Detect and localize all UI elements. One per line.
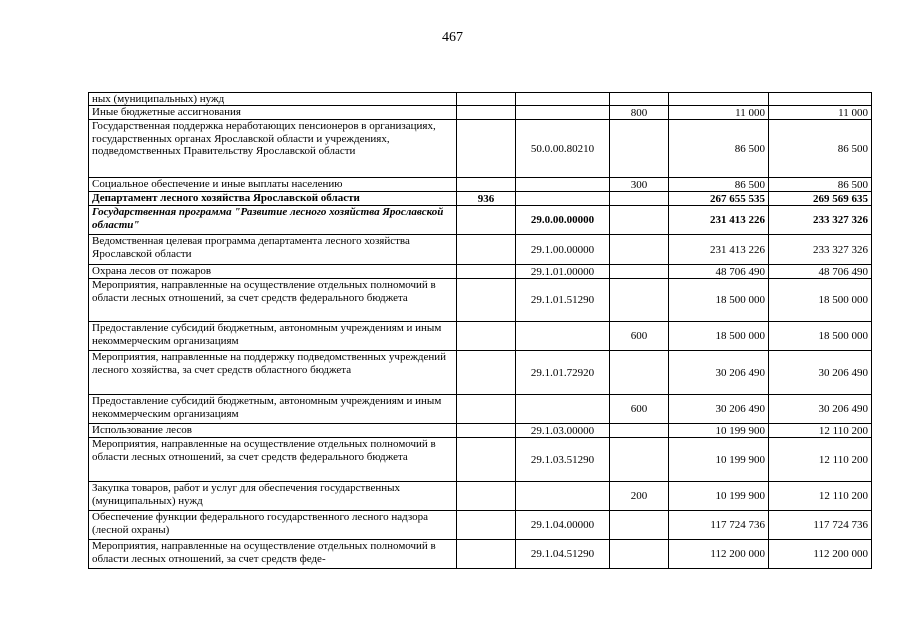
year2-amount-cell: 233 327 326 xyxy=(769,206,872,235)
table-row xyxy=(89,279,872,322)
row-name-cell: Департамент лесного хозяйства Ярославской области xyxy=(89,192,457,206)
year1-amount-cell: 48 706 490 xyxy=(669,265,769,279)
table-row xyxy=(89,482,872,511)
table-row xyxy=(89,120,872,178)
department-code-cell xyxy=(457,540,516,569)
expense-type-cell xyxy=(610,438,669,482)
expense-type-cell xyxy=(610,351,669,395)
page-number: 467 xyxy=(442,30,463,45)
row-name-cell: Мероприятия, направленные на осуществление отдельных полномочий в области лесных отношений, за счет средств федерального бюджета xyxy=(89,438,457,482)
department-code-cell xyxy=(457,482,516,511)
year1-amount-cell: 231 413 226 xyxy=(669,235,769,265)
expense-type-cell: 200 xyxy=(610,482,669,511)
table-row xyxy=(89,438,872,482)
expense-type-cell xyxy=(610,424,669,438)
department-code-cell xyxy=(457,395,516,424)
row-name-cell: Государственная поддержка неработающих пенсионеров в организациях, государственных органах Ярославской области и учреждениях, подведомственных Правительству Ярославской области xyxy=(89,120,457,178)
target-article-cell: 29.1.03.00000 xyxy=(516,424,610,438)
year2-amount-cell xyxy=(769,93,872,106)
target-article-cell: 29.1.01.51290 xyxy=(516,279,610,322)
year1-amount-cell: 11 000 xyxy=(669,106,769,120)
table-row xyxy=(89,93,872,106)
department-code-cell xyxy=(457,206,516,235)
target-article-cell xyxy=(516,322,610,351)
year1-amount-cell: 18 500 000 xyxy=(669,279,769,322)
year2-amount-cell: 269 569 635 xyxy=(769,192,872,206)
row-name-cell: Закупка товаров, работ и услуг для обеспечения государственных (муниципальных) нужд xyxy=(89,482,457,511)
row-name-cell: Предоставление субсидий бюджетным, автономным учреждениям и иным некоммерческим организациям xyxy=(89,395,457,424)
year2-amount-cell: 86 500 xyxy=(769,178,872,192)
year1-amount-cell: 86 500 xyxy=(669,178,769,192)
expense-type-cell: 300 xyxy=(610,178,669,192)
target-article-cell: 29.1.04.00000 xyxy=(516,511,610,540)
row-name-cell: Мероприятия, направленные на осуществление отдельных полномочий в области лесных отношений, за счет средств федерального бюджета xyxy=(89,279,457,322)
row-name-cell: Социальное обеспечение и иные выплаты населению xyxy=(89,178,457,192)
row-name-cell: Иные бюджетные ассигнования xyxy=(89,106,457,120)
department-code-cell xyxy=(457,235,516,265)
year2-amount-cell: 11 000 xyxy=(769,106,872,120)
year1-amount-cell: 112 200 000 xyxy=(669,540,769,569)
row-name-cell: Мероприятия, направленные на поддержку подведомственных учреждений лесного хозяйства, за счет средств областного бюджета xyxy=(89,351,457,395)
table-row xyxy=(89,322,872,351)
target-article-cell xyxy=(516,178,610,192)
expense-type-cell xyxy=(610,540,669,569)
target-article-cell: 29.1.01.72920 xyxy=(516,351,610,395)
year2-amount-cell: 12 110 200 xyxy=(769,482,872,511)
target-article-cell: 29.1.00.00000 xyxy=(516,235,610,265)
table-row xyxy=(89,424,872,438)
year1-amount-cell: 117 724 736 xyxy=(669,511,769,540)
year2-amount-cell: 30 206 490 xyxy=(769,351,872,395)
department-code-cell xyxy=(457,93,516,106)
row-name-cell: Мероприятия, направленные на осуществление отдельных полномочий в области лесных отношений, за счет средств феде- xyxy=(89,540,457,569)
year1-amount-cell: 10 199 900 xyxy=(669,424,769,438)
row-name-cell: Ведомственная целевая программа департамента лесного хозяйства Ярославской области xyxy=(89,235,457,265)
expense-type-cell xyxy=(610,192,669,206)
target-article-cell xyxy=(516,93,610,106)
year2-amount-cell: 112 200 000 xyxy=(769,540,872,569)
year1-amount-cell: 231 413 226 xyxy=(669,206,769,235)
year2-amount-cell: 117 724 736 xyxy=(769,511,872,540)
year2-amount-cell: 18 500 000 xyxy=(769,322,872,351)
row-name-cell: Использование лесов xyxy=(89,424,457,438)
table-row xyxy=(89,192,872,206)
budget-table xyxy=(88,92,872,569)
table-row xyxy=(89,511,872,540)
table-row xyxy=(89,235,872,265)
target-article-cell xyxy=(516,192,610,206)
expense-type-cell: 800 xyxy=(610,106,669,120)
expense-type-cell xyxy=(610,206,669,235)
target-article-cell: 50.0.00.80210 xyxy=(516,120,610,178)
department-code-cell xyxy=(457,438,516,482)
department-code-cell xyxy=(457,178,516,192)
year2-amount-cell: 48 706 490 xyxy=(769,265,872,279)
year1-amount-cell: 10 199 900 xyxy=(669,438,769,482)
table-row xyxy=(89,265,872,279)
year2-amount-cell: 30 206 490 xyxy=(769,395,872,424)
table-row xyxy=(89,395,872,424)
department-code-cell xyxy=(457,265,516,279)
year1-amount-cell: 267 655 535 xyxy=(669,192,769,206)
row-name-cell: Государственная программа "Развитие лесного хозяйства Ярославской области" xyxy=(89,206,457,235)
year1-amount-cell xyxy=(669,93,769,106)
year2-amount-cell: 12 110 200 xyxy=(769,424,872,438)
row-name-cell: Охрана лесов от пожаров xyxy=(89,265,457,279)
department-code-cell xyxy=(457,279,516,322)
target-article-cell: 29.1.04.51290 xyxy=(516,540,610,569)
year1-amount-cell: 18 500 000 xyxy=(669,322,769,351)
expense-type-cell: 600 xyxy=(610,322,669,351)
table-row xyxy=(89,106,872,120)
target-article-cell xyxy=(516,106,610,120)
table-row xyxy=(89,351,872,395)
department-code-cell xyxy=(457,106,516,120)
department-code-cell xyxy=(457,424,516,438)
target-article-cell: 29.1.01.00000 xyxy=(516,265,610,279)
year2-amount-cell: 12 110 200 xyxy=(769,438,872,482)
year2-amount-cell: 86 500 xyxy=(769,120,872,178)
target-article-cell xyxy=(516,395,610,424)
year1-amount-cell: 30 206 490 xyxy=(669,351,769,395)
department-code-cell xyxy=(457,511,516,540)
department-code-cell xyxy=(457,120,516,178)
year1-amount-cell: 30 206 490 xyxy=(669,395,769,424)
expense-type-cell xyxy=(610,235,669,265)
target-article-cell: 29.0.00.00000 xyxy=(516,206,610,235)
expense-type-cell xyxy=(610,265,669,279)
department-code-cell xyxy=(457,322,516,351)
year2-amount-cell: 233 327 326 xyxy=(769,235,872,265)
year2-amount-cell: 18 500 000 xyxy=(769,279,872,322)
expense-type-cell xyxy=(610,93,669,106)
department-code-cell xyxy=(457,351,516,395)
target-article-cell: 29.1.03.51290 xyxy=(516,438,610,482)
expense-type-cell xyxy=(610,120,669,178)
table-row xyxy=(89,178,872,192)
expense-type-cell: 600 xyxy=(610,395,669,424)
table-row xyxy=(89,540,872,569)
department-code-cell: 936 xyxy=(457,192,516,206)
table-row xyxy=(89,206,872,235)
expense-type-cell xyxy=(610,279,669,322)
row-name-cell: Обеспечение функции федерального государственного лесного надзора (лесной охраны) xyxy=(89,511,457,540)
year1-amount-cell: 86 500 xyxy=(669,120,769,178)
target-article-cell xyxy=(516,482,610,511)
year1-amount-cell: 10 199 900 xyxy=(669,482,769,511)
row-name-cell: Предоставление субсидий бюджетным, автономным учреждениям и иным некоммерческим организациям xyxy=(89,322,457,351)
expense-type-cell xyxy=(610,511,669,540)
row-name-cell: ных (муниципальных) нужд xyxy=(89,93,457,106)
